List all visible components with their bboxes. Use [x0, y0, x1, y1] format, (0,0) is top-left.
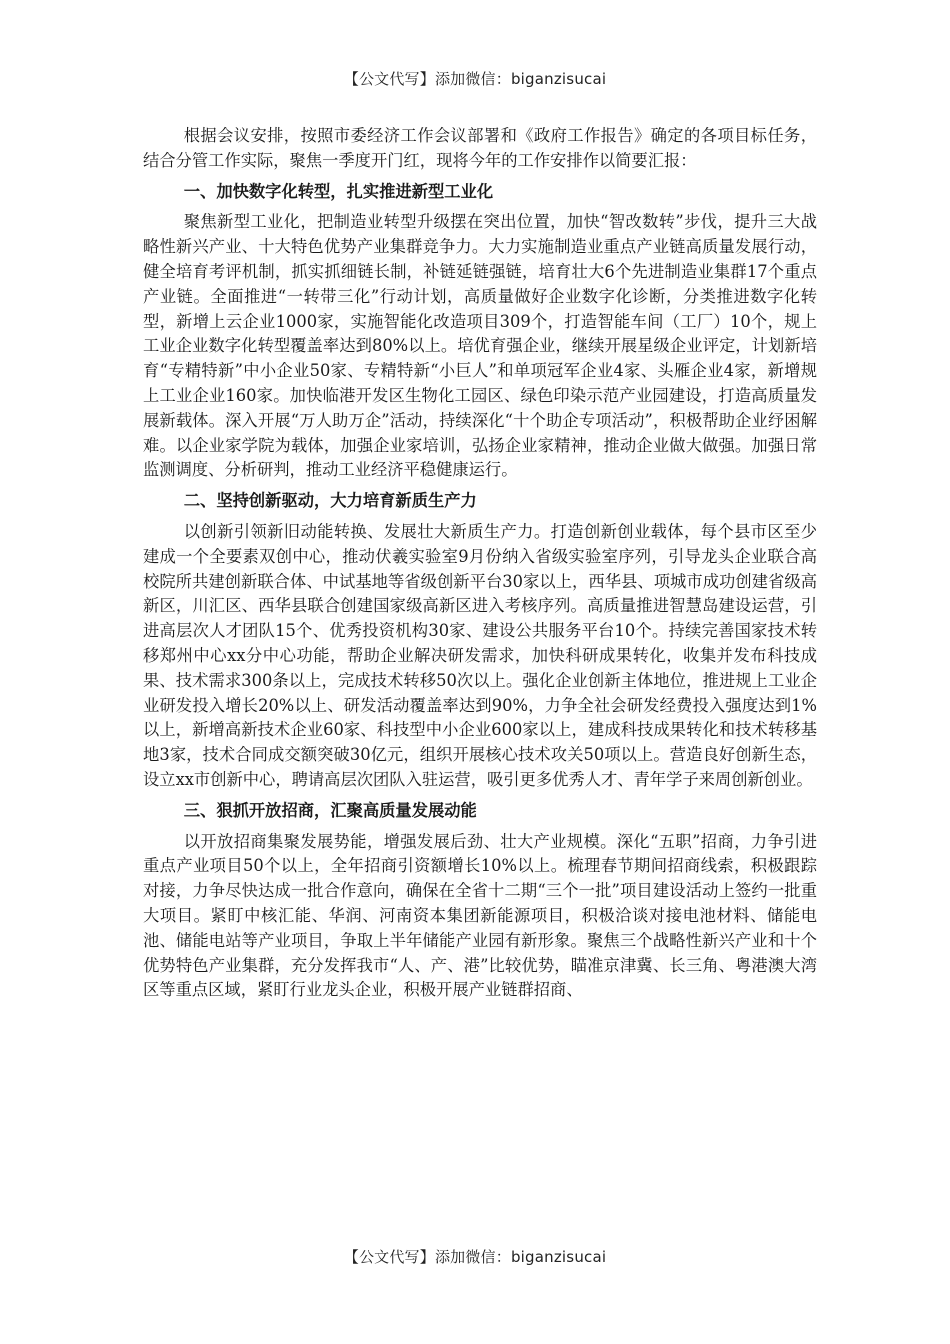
document-body: [143, 124, 817, 1009]
intro-paragraph: 根据会议安排，按照市委经济工作会议部署和《政府工作报告》确定的各项目标任务，结合分管工作实际，聚焦一季度开门红，现将今年的工作安排作以简要汇报：: [143, 126, 817, 170]
section-heading-3: 三、狠抓开放招商，汇聚高质量发展动能: [183, 800, 477, 820]
section-heading-1: 一、加快数字化转型，扎实推进新型工业化: [183, 181, 494, 201]
section-paragraph-2: 以创新引领新旧动能转换、发展壮大新质生产力。打造创新创业载体，每个县市区至少建成一个全要素双创中心，推动伏羲实验室9月份纳入省级实验室序列，引导龙头企业联合高校院所共建创新联合体、中试基地等省级创新平台30家以上，西华县、项城市成功创建省级高新区，川汇区、西华县联合创建国家级高新区进入考核序列。高质量推进智慧岛建设运营，引进高层次人才团队15个、优秀投资机构30家、建设公共服务平台10个。持续完善国家技术转移郑州中心xx分中心功能，帮助企业解决研发需求，加快科研成果转化，收集并发布科技成果、技术需求300条以上，完成技术转移50次以上。强化企业创新主体地位，推进规上工业企业研发投入增长20%以上、研发活动覆盖率达到90%，力争全社会研发经费投入强度达到1%以上，新增高新技术企业60家、科技型中小企业600家以上，建成科技成果转化和技术转移基地3家，技术合同成交额突破30亿元，组织开展核心技术攻关50项以上。营造良好创新生态，设立xx市创新中心，聘请高层次团队入驻运营，吸引更多优秀人才、青年学子来周创新创业。: [143, 521, 817, 789]
section-paragraph-1: 聚焦新型工业化，把制造业转型升级摆在突出位置，加快“智改数转”步伐，提升三大战略性新兴产业、十大特色优势产业集群竞争力。大力实施制造业重点产业链高质量发展行动，健全培育考评机制，抓实抓细链长制，补链延链强链，培育壮大6个先进制造业集群17个重点产业链。全面推进“一转带三化”行动计划，高质量做好企业数字化诊断，分类推进数字化转型，新增上云企业1000家，实施智能化改造项目309个，打造智能车间（工厂）10个，规上工业企业数字化转型覆盖率达到80%以上。培优育强企业，继续开展星级企业评定，计划新培育“专精特新”中小企业50家、专精特新“小巨人”和单项冠军企业4家、头雁企业4家，新增规上工业企业160家。加快临港开发区生物化工园区、绿色印染示范产业园建设，打造高质量发展新载体。深入开展“万人助万企”活动，持续深化“十个助企专项活动”，积极帮助企业纾困解难。以企业家学院为载体，加强企业家培训，弘扬企业家精神，推动企业做大做强。加强日常监测调度、分析研判，推动工业经济平稳健康运行。: [143, 212, 817, 480]
section-heading-2: 二、坚持创新驱动，大力培育新质生产力: [183, 491, 477, 511]
footer-watermark-note: 【公文代写】添加微信：biganzisucai: [343, 1248, 607, 1266]
header-watermark-note: 【公文代写】添加微信：biganzisucai: [343, 70, 607, 88]
section-paragraph-3: 以开放招商集聚发展势能，增强发展后劲、壮大产业规模。深化“五职”招商，力争引进重点产业项目50个以上，全年招商引资额增长10%以上。梳理春节期间招商线索，积极跟踪对接，力争尽快达成一批合作意向，确保在全省十二期“三个一批”项目建设活动上签约一批重大项目。紧盯中核汇能、华润、河南资本集团新能源项目，积极洽谈对接电池材料、储能电池、储能电站等产业项目，争取上半年储能产业园有新形象。聚焦三个战略性新兴产业和十个优势特色产业集群，充分发挥我市“人、产、港”比较优势，瞄准京津冀、长三角、粤港澳大湾区等重点区域，紧盯行业龙头企业，积极开展产业链群招商、: [143, 831, 817, 1000]
